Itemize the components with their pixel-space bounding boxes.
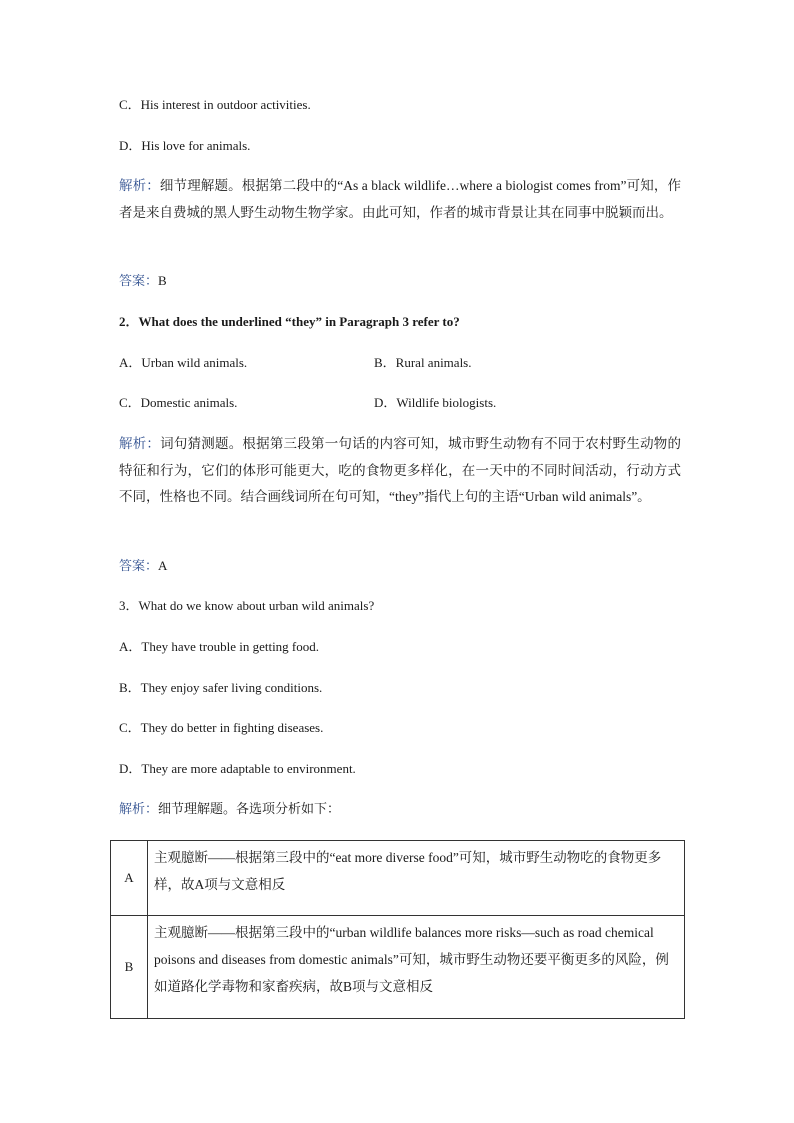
answer-label: 答案： bbox=[119, 558, 159, 573]
q2-answer bbox=[119, 557, 167, 575]
option-key: A bbox=[111, 841, 148, 916]
q1-option-c: C．His interest in outdoor activities. bbox=[119, 97, 311, 112]
answer-value: B bbox=[158, 273, 167, 288]
analysis-text: 词句猜测题。根据第三段第一句话的内容可知，城市野生动物有不同于农村野生动物的特征和行为，它们的体形可能更大，吃的食物更多样化，在一天中的不同时间活动，行动方式不同，性格也不同。结合画线词所在句可知，“they”指代上句的主语“Urban wild animals”。 bbox=[119, 436, 682, 504]
q2-option-c: C．Domestic animals. bbox=[119, 395, 238, 410]
q2-option-d: D．Wildlife biologists. bbox=[374, 395, 497, 410]
option-analysis: 主观臆断——根据第三段中的“urban wildlife balances more risks—such as road chemical poisons and diseases from domestic animals”可知，城市野生动物还要平衡更多的风险，例如道路化学毒物和家畜疾病，故B项与文意相反 bbox=[148, 916, 685, 1019]
q2-option-a: A．Urban wild animals. bbox=[119, 355, 248, 370]
analysis-text: 细节理解题。各选项分析如下： bbox=[158, 801, 341, 816]
analysis-label: 解析： bbox=[119, 178, 160, 193]
q3-analysis bbox=[119, 800, 340, 818]
analysis-text: 细节理解题。根据第二段中的“As a black wildlife…where a biologist comes from”可知，作者是来自费城的黑人野生动物生物学家。由此可知，作者的城市背景让其在同事中脱颖而出。 bbox=[119, 178, 681, 220]
options-analysis-table bbox=[110, 840, 685, 1019]
q3-option-d: D．They are more adaptable to environment. bbox=[119, 761, 356, 776]
q3-option-a: A．They have trouble in getting food. bbox=[119, 639, 320, 654]
q1-option-d: D．His love for animals. bbox=[119, 138, 251, 153]
option-key: B bbox=[111, 916, 148, 1019]
q2-analysis bbox=[119, 431, 681, 511]
q3-question: 3．What do we know about urban wild animals? bbox=[119, 598, 375, 613]
analysis-label: 解析： bbox=[119, 801, 159, 816]
q3-option-b: B．They enjoy safer living conditions. bbox=[119, 680, 323, 695]
q2-option-b: B．Rural animals. bbox=[374, 355, 472, 370]
analysis-label: 解析： bbox=[119, 436, 161, 451]
q3-option-c: C．They do better in fighting diseases. bbox=[119, 720, 324, 735]
table-row bbox=[111, 916, 685, 1019]
option-analysis: 主观臆断——根据第三段中的“eat more diverse food”可知，城市野生动物吃的食物更多样，故A项与文意相反 bbox=[148, 841, 685, 916]
table-row bbox=[111, 841, 685, 916]
answer-value: A bbox=[158, 558, 168, 573]
answer-label: 答案： bbox=[119, 273, 159, 288]
q1-analysis bbox=[119, 173, 681, 226]
q2-question: 2．What does the underlined “they” in Paragraph 3 refer to? bbox=[119, 314, 460, 329]
q1-answer bbox=[119, 272, 167, 290]
